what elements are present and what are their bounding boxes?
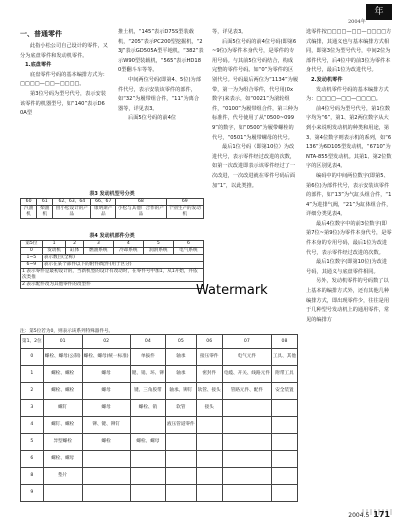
table-cell: 冷却系统 [113, 248, 143, 255]
table-cell: 4 [21, 417, 44, 434]
table-cell: 电气元件 [222, 349, 271, 366]
table-cell [196, 485, 222, 502]
table-cell: 0 [21, 349, 44, 366]
table-cell: 61 [37, 199, 53, 206]
table-cell [196, 434, 222, 451]
table-cell [196, 417, 222, 434]
table-header-cell: 06 [196, 335, 222, 349]
table-cell: 3 [83, 241, 113, 248]
table-cell [222, 434, 271, 451]
table-cell [166, 451, 197, 468]
table-3 [20, 198, 204, 219]
table-note: 1 表示零件是最初设计的，当新机型的设计有改动时，在零件号中加1，从1开始，并依次类推 [21, 269, 204, 282]
table-cell: 螺栓、螺母 [130, 434, 165, 451]
table-cell: 螺母 [82, 366, 130, 383]
page-footer [348, 510, 390, 519]
table-row [21, 434, 298, 451]
table-3-caption: 表3 发动机型号分类 [89, 191, 135, 197]
column-2 [118, 28, 204, 124]
table-5 [20, 334, 298, 502]
table-cell: 3 [21, 400, 44, 417]
table-row [21, 199, 204, 206]
table-cell: 轴承 [166, 366, 197, 383]
table-row [21, 468, 298, 485]
paragraph: 前4位号码为型号代号，第1位数字均为“6”，第1、第2两位数字从大到小来说明发动机的种类和用途，第3、第4位数字则表示机的系列，如“6136”为6D105型发动机，“6710”为NTA-855型发动机。其第1、第2位数字的区别见表4。 [306, 105, 392, 170]
table-cell [222, 417, 271, 434]
table-cell: 轴承 [166, 349, 197, 366]
table-cell: 螺母 [82, 383, 130, 400]
table-cell: 汽油机 [21, 206, 37, 219]
paragraph: 后面5位号码的前4位 [128, 115, 177, 122]
table-cell: 安全装置 [271, 383, 297, 400]
table-cell: 螺栓、螺栓 [43, 383, 82, 400]
table-cell: 缸体 [66, 248, 83, 255]
table-row [21, 400, 298, 417]
paragraph: 最后1位数字(即第10位)为改进号码，其通义与底盘零件相同。 [306, 259, 388, 275]
table-cell: 表示数目(全称) [42, 255, 203, 262]
table-cell: 由小松设计的产品 [53, 206, 91, 219]
paragraph: 后面5位号码的前4位号码(即第6~9位)为零件本身代号，是零件的专用号码。与其前5位号码结合，构成完整的零件号码。如“0”为零件的区别代号。号码最后两位为“1134”为履带，第一为为组合零件，代号用(0x数字)来表示，如“0021”为滚轮组件，“0100”为履带组合件，第三种为标准件，代号使用了从“0500~0999”的数字，如“0500”为履带螺栓的代号，“0501”为履带螺母的代号。 [212, 38, 298, 141]
table-cell: 轴承、铆钉 [166, 383, 197, 400]
table-cell [130, 468, 165, 485]
table-4 [20, 240, 204, 289]
table-cell [271, 468, 297, 485]
table-cell: 工具、其他 [271, 349, 297, 366]
table-cell: 66、67 [91, 199, 116, 206]
table-row [21, 451, 298, 468]
paragraph: 最后4位数字中的前3位数字(即第7位~第9位)为零件本身代号，是零件本身的专用号码，最后1位为改进代号，表示零件经过改进的次数。 [306, 220, 392, 256]
column-4 [306, 28, 392, 325]
table-cell [130, 451, 165, 468]
table-cell [222, 451, 271, 468]
table-cell [271, 434, 297, 451]
table-cell: 6~9 [21, 262, 43, 269]
table-cell: 9 [21, 485, 44, 502]
table-cell [43, 485, 82, 502]
table-header-cell: 02 [82, 335, 130, 349]
table-5-note: 注：第5位若为0，则表示该系列特殊器件号。 [20, 329, 114, 334]
table-cell: 62、63、64 [53, 199, 91, 206]
table-cell [82, 451, 130, 468]
table-header-cell: 第1、2位 [21, 335, 44, 349]
table-cell [166, 485, 197, 502]
table-cell [166, 468, 197, 485]
paragraph: 此指小松公司自己设计的零件，又分为底盘零件和发动机零件。 [20, 43, 108, 59]
table-cell: 单拔件 [130, 349, 165, 366]
table-cell: 2 [21, 383, 44, 400]
column-1 [20, 28, 108, 119]
paragraph: 中间两位号码(即第4、5位)为部件代号，表示安装该零件的部件，如“32”为履带组合件，“11”为离合器等，详见表3。 [118, 76, 201, 112]
table-row [21, 248, 204, 255]
table-cell: 键、三角胶带 [130, 383, 165, 400]
table-cell: 润滑系统 [143, 248, 173, 255]
page-number: 171 [373, 510, 390, 519]
table-cell: 1~5 [21, 255, 43, 262]
table-cell: 电气系统 [173, 248, 203, 255]
table-row [21, 282, 204, 289]
table-cell [222, 485, 271, 502]
table-row [21, 383, 298, 400]
table-cell: 螺栓 [82, 434, 130, 451]
section-title: 一、普通零件 [20, 30, 62, 38]
table-cell: 螺钉、螺栓 [43, 417, 82, 434]
table-cell: 69 [166, 199, 204, 206]
subsection-title: 1.底盘零件 [25, 62, 52, 69]
paragraph: 编码中的中间两位数字(即第5、第6位)为部件代号，表示安装该零件的部件，如“13”为气缸头组合件，“14”为进排气阀，“21”为缸体组合件，详细分类见表4。 [306, 172, 392, 218]
watermark: Watermark [196, 283, 268, 298]
table-cell: 6 [173, 241, 203, 248]
table-header-cell: 07 [222, 335, 271, 349]
table-cell: 68 [116, 199, 166, 206]
table-cell: 柴油机 [37, 206, 53, 219]
table-cell: 螺栓、螺母(统一标准) [82, 349, 130, 366]
paragraph: 另外，发动机零件的号码数了以上基本的编排方式外，还有其他几种编排方式，即出现零件少，往往是用于几种型号发动机上的通用零件，常见的编排方 [306, 278, 390, 323]
table-cell [271, 417, 297, 434]
table-header-row [21, 335, 298, 349]
table-cell: 螺母 [82, 400, 130, 417]
paragraph: 最后1位号码（即第10位）为改进代号，表示零件经过改进的次数，如第一次改进即表示该零件经过了一次改进，一次改进就在零件号码后面加“1”，以此类推。 [212, 144, 296, 189]
table-cell: 螺栓、螺母 [43, 451, 82, 468]
table-cell: 键、销、环、铆 [130, 366, 165, 383]
table-row [21, 366, 298, 383]
table-row [21, 349, 298, 366]
table-cell: 60 [21, 199, 37, 206]
table-cell: 2 [66, 241, 83, 248]
table-cell: 5 [21, 434, 44, 451]
table-cell: 燃油系统 [83, 248, 113, 255]
table-cell [271, 400, 297, 417]
table-cell [196, 451, 222, 468]
table-cell: 1 [42, 241, 66, 248]
table-note: 2 表示配件改为其他零件的改型件 [21, 282, 204, 289]
magazine-logo [348, 4, 392, 25]
table-row [21, 262, 204, 269]
table-cell: 液压管道零件 [166, 417, 197, 434]
table-cell: 螺栓、螺母(公制) [43, 349, 82, 366]
table-cell [196, 468, 222, 485]
table-cell: 表示在某个部件以下的附件/配件(用于区分) [42, 262, 203, 269]
table-cell: 螺栓、螺栓 [43, 366, 82, 383]
table-cell: 8 [21, 468, 44, 485]
subsection-title: 2.发动机零件 [311, 76, 343, 83]
table-row [21, 485, 298, 502]
table-cell: 电缆、开关、线路元件 [222, 366, 271, 383]
table-cell: 接头 [196, 400, 222, 417]
paragraph: 第3位号码为型号代号，表示安装该零件的机器型号，如“140”表示D60A型 [20, 90, 106, 117]
table-cell [166, 434, 197, 451]
paragraph: 发动机零件号码的基本编排方式为：□□□□—□□—□□□□。 [306, 86, 389, 103]
table-cell: 螺栓、销 [130, 400, 165, 417]
table-cell: 管路元件、配件 [222, 383, 271, 400]
logo-char: 年 [374, 7, 384, 17]
paragraph: 底盘零件号码的基本编排方式为：□□□□—□□—□□□□。 [20, 71, 108, 88]
table-cell: 接压零件 [196, 349, 222, 366]
table-cell: 异型螺栓 [43, 434, 82, 451]
table-header-cell: 05 [166, 335, 197, 349]
table-cell: 附带工具 [271, 366, 297, 383]
table-header-cell: 04 [130, 335, 165, 349]
table-header-cell: 01 [43, 335, 82, 349]
table-cell [271, 485, 297, 502]
table-cell [82, 468, 130, 485]
table-cell [130, 417, 165, 434]
table-cell: 康明斯产品 [91, 206, 116, 219]
table-cell [130, 485, 165, 502]
table-cell: 第5位 [21, 241, 43, 248]
paragraph: 选零件按□□□□—□□—□□□□方式编排，其通义也与基本编排方式相同，即第3位为型号代号，中间2位为部件代号，后4位中的前3位为零件本身代号，最后1位为改进代号。 [306, 29, 392, 74]
table-cell: 密封件 [196, 366, 222, 383]
table-cell: 小松与其他厂合作的产品 [116, 206, 166, 219]
paragraph: 等，详见表3。 [212, 29, 247, 35]
table-cell: 发动机 [42, 248, 66, 255]
table-cell: 5 [143, 241, 173, 248]
table-cell: 铆、键、铆钉 [82, 417, 130, 434]
table-cell: 螺钉 [43, 400, 82, 417]
table-row [21, 241, 204, 248]
table-cell: 软管、接头 [196, 383, 222, 400]
table-cell [82, 485, 130, 502]
table-cell: 0 [21, 248, 43, 255]
table-row [21, 417, 298, 434]
table-cell [222, 468, 271, 485]
table-cell: 个别生产的发动机 [166, 206, 204, 219]
table-4-caption: 表4 发动机部件分类 [89, 233, 135, 239]
table-cell: 6 [21, 451, 44, 468]
table-cell: 软管 [166, 400, 197, 417]
table-row [21, 269, 204, 282]
logo-year: 2004年 [348, 19, 366, 25]
paragraph: 推土机，“145”表示D75S型装载机，“205”表示PC200型挖掘机，“23J”表示GD505A型平地机，“382”表示W90型装载机，“565”表示HD180型翻斗车等等。 [118, 29, 204, 74]
table-cell [271, 451, 297, 468]
table-row [21, 255, 204, 262]
table-cell [222, 400, 271, 417]
table-header-cell: 08 [271, 335, 297, 349]
table-cell: 1 [21, 366, 44, 383]
table-cell: 4 [113, 241, 143, 248]
table-cell: 垫片 [43, 468, 82, 485]
table-row [21, 206, 204, 219]
issue-number: 2004.5 [348, 512, 370, 519]
